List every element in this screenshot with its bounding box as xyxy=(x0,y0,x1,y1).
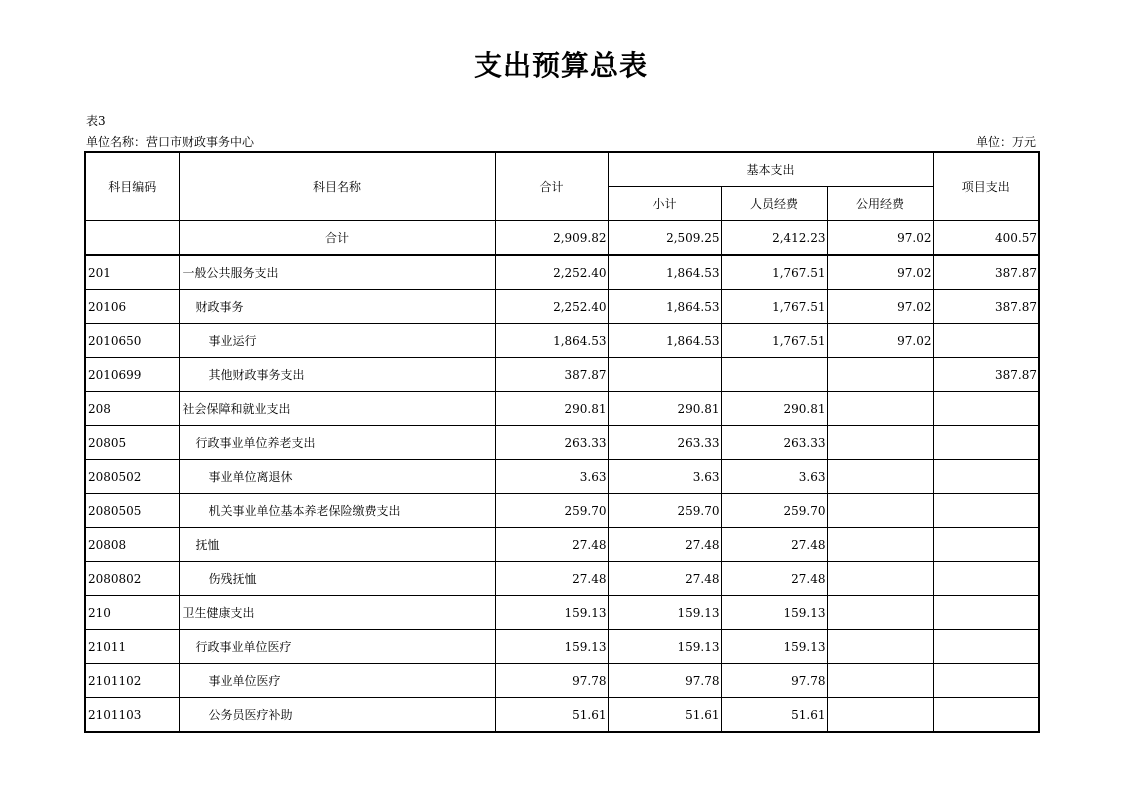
cell-total: 263.33 xyxy=(495,426,608,460)
unit-measure: 单位：万元 xyxy=(975,135,1036,149)
cell-public xyxy=(827,392,933,426)
cell-code: 20805 xyxy=(85,426,179,460)
cell-project xyxy=(933,596,1039,630)
table-row xyxy=(85,324,1039,358)
cell-project: 387.87 xyxy=(933,290,1039,324)
cell-code: 2080502 xyxy=(85,460,179,494)
cell-name: 社会保障和就业支出 xyxy=(179,392,495,426)
table-row xyxy=(85,494,1039,528)
cell-name: 事业运行 xyxy=(179,324,495,358)
cell-code: 2101102 xyxy=(85,664,179,698)
table-row xyxy=(85,290,1039,324)
cell-personnel: 159.13 xyxy=(721,630,827,664)
cell-project: 400.57 xyxy=(933,221,1039,256)
cell-name: 事业单位医疗 xyxy=(179,664,495,698)
cell-code: 210 xyxy=(85,596,179,630)
table-row xyxy=(85,664,1039,698)
cell-public xyxy=(827,698,933,733)
cell-subtotal: 27.48 xyxy=(608,562,721,596)
cell-personnel: 1,767.51 xyxy=(721,290,827,324)
cell-personnel: 51.61 xyxy=(721,698,827,733)
cell-personnel: 159.13 xyxy=(721,596,827,630)
cell-code: 2010650 xyxy=(85,324,179,358)
cell-public xyxy=(827,358,933,392)
cell-subtotal: 51.61 xyxy=(608,698,721,733)
cell-name: 伤残抚恤 xyxy=(179,562,495,596)
cell-personnel: 3.63 xyxy=(721,460,827,494)
cell-total: 97.78 xyxy=(495,664,608,698)
cell-code: 2080505 xyxy=(85,494,179,528)
cell-subtotal: 27.48 xyxy=(608,528,721,562)
cell-personnel: 97.78 xyxy=(721,664,827,698)
cell-project: 387.87 xyxy=(933,255,1039,290)
table-header xyxy=(85,152,1039,221)
unit-name: 单位名称：营口市财政事务中心 xyxy=(86,135,255,149)
cell-project xyxy=(933,528,1039,562)
cell-subtotal: 290.81 xyxy=(608,392,721,426)
cell-subtotal: 97.78 xyxy=(608,664,721,698)
cell-total: 3.63 xyxy=(495,460,608,494)
cell-public xyxy=(827,596,933,630)
cell-personnel: 259.70 xyxy=(721,494,827,528)
cell-total: 159.13 xyxy=(495,630,608,664)
cell-code: 2080802 xyxy=(85,562,179,596)
cell-total: 290.81 xyxy=(495,392,608,426)
cell-public: 97.02 xyxy=(827,255,933,290)
cell-public: 97.02 xyxy=(827,290,933,324)
cell-total: 387.87 xyxy=(495,358,608,392)
table-row xyxy=(85,426,1039,460)
cell-name: 事业单位离退休 xyxy=(179,460,495,494)
cell-name: 一般公共服务支出 xyxy=(179,255,495,290)
header-project: 项目支出 xyxy=(933,152,1039,221)
header-name: 科目名称 xyxy=(179,152,495,221)
cell-subtotal: 159.13 xyxy=(608,596,721,630)
cell-project xyxy=(933,460,1039,494)
cell-project xyxy=(933,698,1039,733)
header-personnel: 人员经费 xyxy=(721,187,827,221)
cell-name: 其他财政事务支出 xyxy=(179,358,495,392)
cell-personnel: 27.48 xyxy=(721,528,827,562)
cell-project xyxy=(933,392,1039,426)
cell-personnel: 1,767.51 xyxy=(721,324,827,358)
header-basic: 基本支出 xyxy=(608,152,933,187)
table-row xyxy=(85,392,1039,426)
cell-code: 201 xyxy=(85,255,179,290)
cell-public: 97.02 xyxy=(827,221,933,256)
cell-subtotal: 1,864.53 xyxy=(608,255,721,290)
cell-personnel xyxy=(721,358,827,392)
cell-project xyxy=(933,630,1039,664)
cell-public xyxy=(827,664,933,698)
cell-total: 27.48 xyxy=(495,528,608,562)
cell-name: 财政事务 xyxy=(179,290,495,324)
cell-total: 2,909.82 xyxy=(495,221,608,256)
cell-subtotal: 2,509.25 xyxy=(608,221,721,256)
cell-subtotal xyxy=(608,358,721,392)
cell-project xyxy=(933,664,1039,698)
cell-subtotal: 1,864.53 xyxy=(608,290,721,324)
table-row xyxy=(85,698,1039,733)
header-total: 合计 xyxy=(495,152,608,221)
table-row xyxy=(85,460,1039,494)
cell-code: 2010699 xyxy=(85,358,179,392)
header-code: 科目编码 xyxy=(85,152,179,221)
cell-total: 159.13 xyxy=(495,596,608,630)
cell-personnel: 2,412.23 xyxy=(721,221,827,256)
cell-project xyxy=(933,494,1039,528)
cell-project: 387.87 xyxy=(933,358,1039,392)
cell-code: 2101103 xyxy=(85,698,179,733)
cell-code: 208 xyxy=(85,392,179,426)
cell-total: 51.61 xyxy=(495,698,608,733)
cell-code: 20106 xyxy=(85,290,179,324)
cell-public xyxy=(827,630,933,664)
cell-personnel: 290.81 xyxy=(721,392,827,426)
cell-project xyxy=(933,324,1039,358)
cell-subtotal: 3.63 xyxy=(608,460,721,494)
table-number: 表3 xyxy=(86,114,106,128)
table-body xyxy=(85,221,1039,733)
cell-project xyxy=(933,426,1039,460)
cell-code xyxy=(85,221,179,256)
cell-public xyxy=(827,426,933,460)
header-subtotal: 小计 xyxy=(608,187,721,221)
cell-public xyxy=(827,494,933,528)
cell-subtotal: 1,864.53 xyxy=(608,324,721,358)
cell-subtotal: 159.13 xyxy=(608,630,721,664)
cell-public xyxy=(827,528,933,562)
cell-name: 行政事业单位医疗 xyxy=(179,630,495,664)
cell-subtotal: 259.70 xyxy=(608,494,721,528)
cell-code: 21011 xyxy=(85,630,179,664)
cell-name: 公务员医疗补助 xyxy=(179,698,495,733)
total-row xyxy=(85,221,1039,256)
table-row xyxy=(85,630,1039,664)
cell-name: 合计 xyxy=(179,221,495,256)
header-public: 公用经费 xyxy=(827,187,933,221)
budget-table xyxy=(84,151,1040,733)
cell-name: 行政事业单位养老支出 xyxy=(179,426,495,460)
cell-name: 机关事业单位基本养老保险缴费支出 xyxy=(179,494,495,528)
table-row xyxy=(85,596,1039,630)
cell-total: 2,252.40 xyxy=(495,290,608,324)
cell-personnel: 263.33 xyxy=(721,426,827,460)
cell-subtotal: 263.33 xyxy=(608,426,721,460)
table-row xyxy=(85,358,1039,392)
cell-total: 1,864.53 xyxy=(495,324,608,358)
cell-public xyxy=(827,562,933,596)
cell-public xyxy=(827,460,933,494)
cell-name: 卫生健康支出 xyxy=(179,596,495,630)
table-row xyxy=(85,562,1039,596)
cell-code: 20808 xyxy=(85,528,179,562)
cell-total: 27.48 xyxy=(495,562,608,596)
page-title: 支出预算总表 xyxy=(473,49,648,82)
cell-personnel: 27.48 xyxy=(721,562,827,596)
table-row xyxy=(85,528,1039,562)
cell-personnel: 1,767.51 xyxy=(721,255,827,290)
cell-total: 2,252.40 xyxy=(495,255,608,290)
table-row xyxy=(85,255,1039,290)
cell-name: 抚恤 xyxy=(179,528,495,562)
cell-public: 97.02 xyxy=(827,324,933,358)
cell-project xyxy=(933,562,1039,596)
cell-total: 259.70 xyxy=(495,494,608,528)
